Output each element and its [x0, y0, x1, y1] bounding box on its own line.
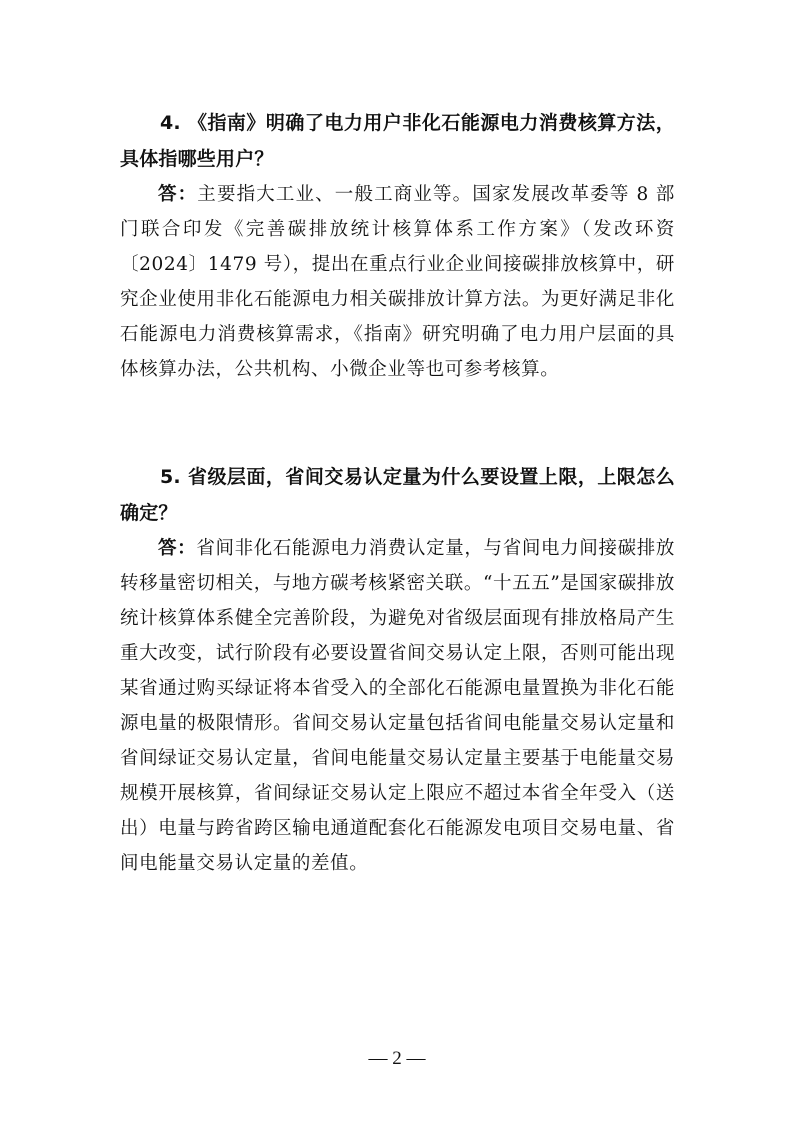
question-heading: 4. 《指南》明确了电力用户非化石能源电力消费核算方法，具体指哪些用户？ — [120, 112, 675, 170]
answer-paragraph — [120, 531, 675, 881]
qa-section-5 — [120, 459, 675, 881]
qa-section-4 — [120, 105, 675, 387]
answer-label: 答： — [158, 538, 197, 559]
answer-text: 省间非化石能源电力消费认定量，与省间电力间接碳排放转移量密切相关，与地方碳考核紧密关联。“十五五”是国家碳排放统计核算体系健全完善阶段，为避免对省级层面现有排放格局产生重大改变，试行阶段有必要设置省间交易认定上限，否则可能出现某省通过购买绿证将本省受入的全部化石能源电量置换为非化石能源电量的极限情形。省间交易认定量包括省间电能量交易认定量和省间绿证交易认定量，省间电能量交易认定量主要基于电能量交易规模开展核算，省间绿证交易认定上限应不超过本省全年受入（送出）电量与跨省跨区输电通道配套化石能源发电项目交易电量、省间电能量交易认定量的差值。 — [120, 538, 675, 874]
answer-label: 答： — [158, 184, 198, 205]
answer-text: 主要指大工业、一般工商业等。国家发展改革委等 8 部门联合印发《完善碳排放统计核算体系工作方案》（发改环资〔2024〕1479 号），提出在重点行业企业间接碳排放核算中，研究企业使用非化石能源电力相关碳排放计算方法。为更好满足非化石能源电力消费核算需求，《指南》研究明确了电力用户层面的具体核算办法，公共机构、小微企业等也可参考核算。 — [120, 184, 675, 380]
answer-paragraph — [120, 177, 675, 387]
question-heading: 5. 省级层面，省间交易认定量为什么要设置上限，上限怎么确定？ — [120, 466, 675, 524]
page-number: — 2 — — [368, 1048, 426, 1069]
